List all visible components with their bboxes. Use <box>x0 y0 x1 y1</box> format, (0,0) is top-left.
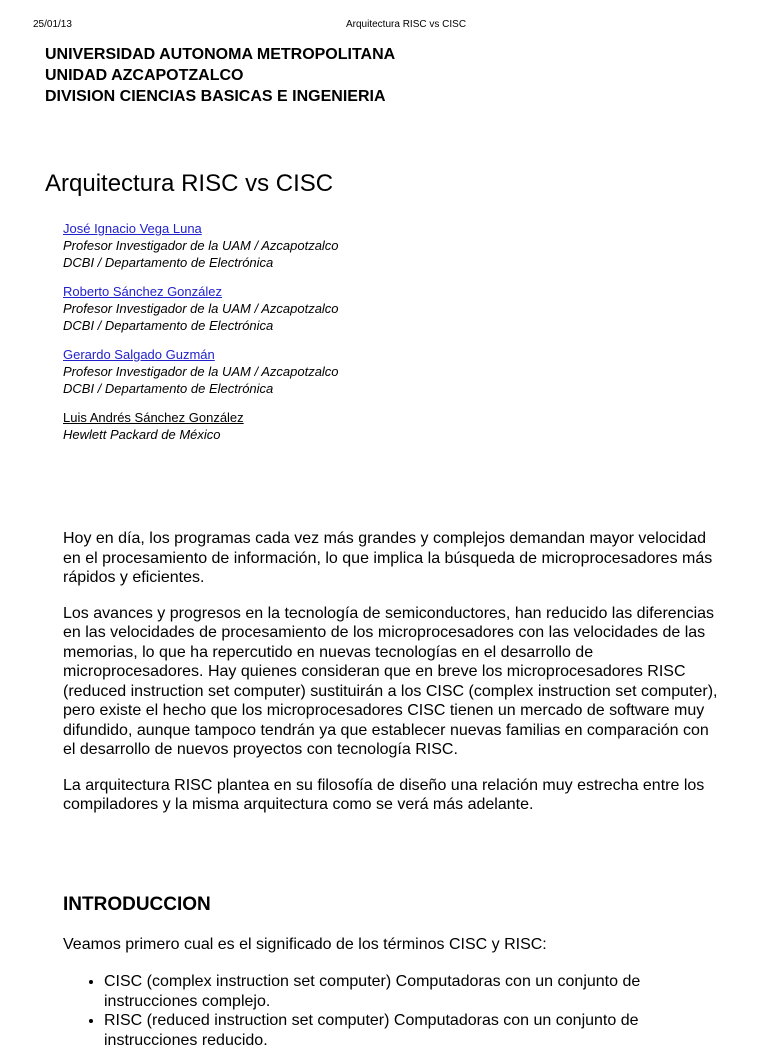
body-text <box>63 529 723 831</box>
author-name-link[interactable]: Roberto Sánchez González <box>63 284 222 299</box>
author-department: DCBI / Departamento de Electrónica <box>63 318 274 333</box>
institution-block <box>45 44 395 107</box>
page-title: Arquitectura RISC vs CISC <box>45 170 334 197</box>
print-title: Arquitectura RISC vs CISC <box>346 19 467 30</box>
author-name-link[interactable]: José Ignacio Vega Luna <box>63 221 202 236</box>
author-entry <box>63 346 743 397</box>
author-department: DCBI / Departamento de Electrónica <box>63 381 274 396</box>
definition-list <box>63 972 723 1050</box>
author-name: Luis Andrés Sánchez González <box>63 410 244 425</box>
author-name-link[interactable]: Gerardo Salgado Guzmán <box>63 347 215 362</box>
author-list <box>63 220 743 443</box>
paragraph: Hoy en día, los programas cada vez más grandes y complejos demandan mayor velocidad en el procesamiento de información, lo que implica la búsqueda de microprocesadores más rápidos y eficientes. <box>63 530 713 586</box>
section-intro: Veamos primero cual es el significado de los términos CISC y RISC: <box>63 936 547 953</box>
author-affiliation: Profesor Investigador de la UAM / Azcapotzalco <box>63 301 339 316</box>
institution-line: UNIVERSIDAD AUTONOMA METROPOLITANA <box>45 46 396 63</box>
author-affiliation: Profesor Investigador de la UAM / Azcapotzalco <box>63 364 339 379</box>
paragraph: La arquitectura RISC plantea en su filosofía de diseño una relación muy estrecha entre los compiladores y la misma arquitectura como se verá más adelante. <box>63 776 705 813</box>
institution-line: DIVISION CIENCIAS BASICAS E INGENIERIA <box>45 88 386 105</box>
author-entry <box>63 283 743 334</box>
author-department: DCBI / Departamento de Electrónica <box>63 255 274 270</box>
institution-line: UNIDAD AZCAPOTZALCO <box>45 67 244 84</box>
paragraph: Los avances y progresos en la tecnología de semiconductores, han reducido las diferencias en las velocidades de procesamiento de los microprocesadores con las velocidades de las memorias, lo que ha repercutido en nuevas tecnologías en el desarrollo de microprocesadores. Hay quienes consideran que en breve los microprocesadores RISC (reduced instruction set computer) sustituirán a los CISC (complex instruction set computer), pero existe el hecho que los microprocesadores CISC tienen un mercado de software muy difundido, aunque tampoco tendrán ya que establecer nuevas familias en comparación con el desarrollo de nuevos proyectos con tecnología RISC. <box>63 604 718 758</box>
section-heading: INTRODUCCION <box>63 894 211 915</box>
author-entry <box>63 220 743 271</box>
author-affiliation: Profesor Investigador de la UAM / Azcapotzalco <box>63 238 339 253</box>
author-affiliation: Hewlett Packard de México <box>63 427 221 442</box>
author-entry <box>63 409 743 443</box>
list-item: • CISC (complex instruction set computer) Computadoras con un conjunto de instrucciones complejo. <box>104 972 723 1011</box>
list-item: • RISC (reduced instruction set computer) Computadoras con un conjunto de instrucciones reducido. <box>104 1011 723 1050</box>
print-header <box>0 18 768 32</box>
print-date: 25/01/13 <box>33 19 72 30</box>
